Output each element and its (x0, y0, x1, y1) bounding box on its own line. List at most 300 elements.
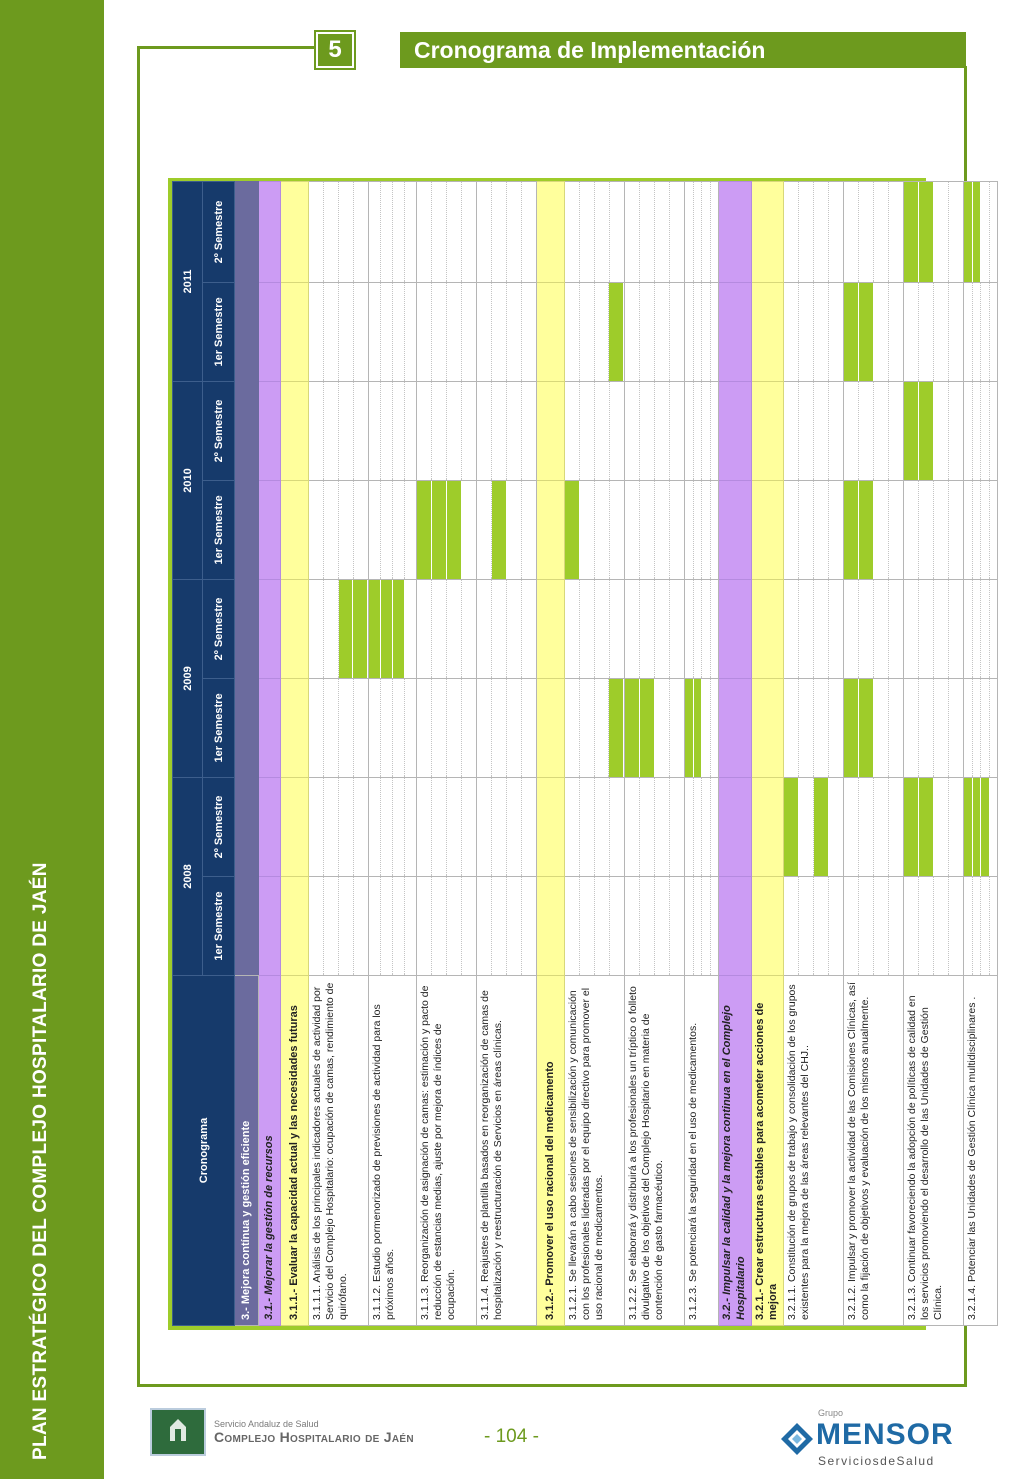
schedule-slot (580, 679, 595, 777)
semester-cell (844, 777, 904, 876)
row-label: 3.1.2.2. Se elaborará y distribuirá a los profesionales un tríptico o folleto divulgativo de los objetivos del Complejo Hospitario en materia de contención de gasto farmacéutico. (625, 976, 685, 1326)
schedule-slot (990, 580, 998, 678)
row-label: 3.1.2.- Promover el uso racional del medicamento (537, 976, 565, 1326)
schedule-slot (565, 580, 580, 678)
schedule-slot (492, 679, 507, 777)
semester-cell (309, 579, 369, 678)
schedule-slot (595, 679, 610, 777)
schedule-slot (904, 580, 919, 678)
schedule-slot (973, 283, 982, 381)
semester-cell (565, 480, 625, 579)
schedule-slot (610, 481, 624, 579)
semester-cell (844, 181, 904, 282)
header-year: 2011 (173, 181, 203, 381)
schedule-slot (784, 877, 799, 975)
schedule-slot (990, 481, 998, 579)
schedule-slot (919, 877, 934, 975)
schedule-slot (949, 580, 963, 678)
schedule-slot (814, 481, 829, 579)
schedule-slot (814, 182, 829, 282)
semester-cell (719, 181, 752, 282)
schedule-slot (694, 877, 703, 975)
schedule-slot (844, 182, 859, 282)
semester-cell (281, 777, 309, 876)
schedule-table (172, 181, 998, 1326)
schedule-slot (981, 481, 990, 579)
schedule-slot (447, 877, 462, 975)
semester-cell (259, 181, 281, 282)
schedule-slot (702, 182, 711, 282)
schedule-row-action (784, 181, 844, 1325)
schedule-body (235, 181, 998, 1325)
row-label: 3.2.1.2. Impulsar y promover la actividad de las Comisiones Clínicas, así como la fijación de objetivos y evaluación de los mismos anualmente. (844, 976, 904, 1326)
schedule-slot (814, 580, 829, 678)
schedule-slot (477, 679, 492, 777)
schedule-row-obj (751, 181, 784, 1325)
schedule-slot (417, 580, 432, 678)
schedule-slot (462, 283, 476, 381)
schedule-bar (417, 481, 432, 579)
semester-cell (477, 381, 537, 480)
schedule-slot (655, 580, 670, 678)
semester-cell (685, 181, 719, 282)
schedule-bar (973, 182, 982, 282)
schedule-bar (432, 481, 447, 579)
schedule-slot (694, 283, 703, 381)
semester-cell (719, 480, 752, 579)
schedule-slot (565, 182, 580, 282)
semester-cell (369, 777, 417, 876)
schedule-slot (694, 778, 703, 876)
schedule-slot (784, 679, 799, 777)
schedule-bar (447, 481, 462, 579)
schedule-slot (964, 283, 973, 381)
schedule-bar (919, 182, 934, 282)
schedule-slot (949, 679, 963, 777)
semester-cell (784, 181, 844, 282)
schedule-slot (949, 283, 963, 381)
schedule-slot (565, 877, 580, 975)
semester-cell (309, 282, 369, 381)
schedule-slot (685, 182, 694, 282)
schedule-slot (702, 580, 711, 678)
schedule-slot (919, 481, 934, 579)
schedule-slot (799, 580, 814, 678)
schedule-slot (889, 382, 903, 480)
schedule-slot (580, 580, 595, 678)
schedule-slot (990, 778, 998, 876)
schedule-row-action (309, 181, 369, 1325)
schedule-slot (393, 481, 405, 579)
schedule-slot (324, 382, 339, 480)
schedule-slot (949, 382, 963, 480)
schedule-bar (844, 283, 859, 381)
schedule-slot (492, 778, 507, 876)
semester-cell (719, 282, 752, 381)
schedule-slot (369, 679, 381, 777)
schedule-slot (934, 283, 949, 381)
row-label: 3.1.2.1. Se llevarán a cabo sesiones de sensibilización y comunicación con los profesionales lideradas por el equipo directivo para promover el uso racional de medicamentos. (565, 976, 625, 1326)
semester-cell (685, 480, 719, 579)
schedule-slot (670, 382, 684, 480)
schedule-slot (381, 283, 393, 381)
schedule-slot (610, 382, 624, 480)
schedule-slot (462, 679, 476, 777)
schedule-slot (859, 580, 874, 678)
schedule-slot (702, 778, 711, 876)
row-label: 3.1.1.4. Reajustes de plantilla basados en reorganización de camas de hospitalización y reestructuración de Servicios en áreas clínicas. (477, 976, 537, 1326)
semester-cell (784, 579, 844, 678)
semester-cell (904, 282, 964, 381)
schedule-slot (889, 580, 903, 678)
schedule-slot (309, 182, 324, 282)
semester-cell (964, 381, 998, 480)
side-band (0, 0, 104, 1479)
schedule-bar (964, 182, 973, 282)
schedule-slot (874, 877, 889, 975)
semester-cell (477, 777, 537, 876)
schedule-slot (625, 580, 640, 678)
schedule-slot (339, 679, 354, 777)
schedule-slot (990, 877, 998, 975)
schedule-slot (354, 283, 368, 381)
schedule-bar (640, 679, 655, 777)
schedule-slot (655, 382, 670, 480)
schedule-bar (625, 679, 640, 777)
schedule-slot (405, 877, 416, 975)
schedule-slot (417, 283, 432, 381)
semester-cell (904, 579, 964, 678)
row-label: 3.1.1.- Evaluar la capacidad actual y las necesidades futuras (281, 976, 309, 1326)
header-semester: 1er Semestre (203, 282, 235, 381)
schedule-slot (393, 778, 405, 876)
schedule-slot (990, 182, 998, 282)
schedule-slot (670, 778, 684, 876)
schedule-slot (595, 283, 610, 381)
schedule-slot (393, 382, 405, 480)
schedule-slot (829, 481, 843, 579)
schedule-slot (595, 481, 610, 579)
schedule-slot (354, 778, 368, 876)
schedule-slot (354, 679, 368, 777)
schedule-bar (919, 778, 934, 876)
schedule-slot (507, 283, 522, 381)
schedule-bar (973, 778, 982, 876)
schedule-slot (640, 481, 655, 579)
schedule-slot (381, 382, 393, 480)
semester-cell (235, 777, 259, 876)
schedule-slot (393, 877, 405, 975)
schedule-slot (324, 182, 339, 282)
semester-cell (235, 381, 259, 480)
semester-cell (235, 579, 259, 678)
schedule-slot (477, 481, 492, 579)
semester-cell (417, 381, 477, 480)
semester-cell (719, 777, 752, 876)
schedule-slot (580, 778, 595, 876)
schedule-slot (405, 382, 416, 480)
schedule-slot (405, 481, 416, 579)
semester-cell (281, 381, 309, 480)
schedule-rotated (172, 182, 978, 1326)
schedule-slot (799, 182, 814, 282)
mensor-name: MENSOR (816, 1418, 954, 1451)
semester-cell (417, 282, 477, 381)
schedule-slot (381, 877, 393, 975)
schedule-slot (405, 580, 416, 678)
schedule-slot (492, 182, 507, 282)
schedule-slot (640, 382, 655, 480)
schedule-bar (919, 382, 934, 480)
semester-cell (625, 777, 685, 876)
semester-cell (784, 678, 844, 777)
semester-cell (685, 777, 719, 876)
semester-cell (751, 579, 784, 678)
header-semester: 1er Semestre (203, 678, 235, 777)
semester-cell (784, 777, 844, 876)
junta-andalucia-emblem-icon (150, 1408, 206, 1456)
schedule-slot (874, 481, 889, 579)
schedule-row-main (235, 181, 259, 1325)
schedule-slot (405, 182, 416, 282)
semester-cell (369, 282, 417, 381)
semester-cell (417, 877, 477, 976)
semester-cell (565, 282, 625, 381)
sas-logo-text (214, 1419, 414, 1445)
schedule-bar (339, 580, 354, 678)
schedule-slot (702, 382, 711, 480)
schedule-slot (417, 778, 432, 876)
schedule-slot (625, 382, 640, 480)
semester-cell (477, 678, 537, 777)
schedule-slot (447, 382, 462, 480)
semester-cell (844, 877, 904, 976)
schedule-slot (393, 182, 405, 282)
schedule-slot (685, 580, 694, 678)
schedule-slot (432, 182, 447, 282)
schedule-slot (685, 283, 694, 381)
schedule-slot (829, 283, 843, 381)
schedule-slot (640, 182, 655, 282)
schedule-slot (565, 679, 580, 777)
schedule-slot (784, 481, 799, 579)
schedule-slot (309, 481, 324, 579)
semester-cell (904, 181, 964, 282)
schedule-slot (711, 580, 719, 678)
schedule-slot (889, 283, 903, 381)
header-semester: 2º Semestre (203, 777, 235, 876)
schedule-slot (904, 679, 919, 777)
semester-cell (281, 480, 309, 579)
schedule-slot (565, 778, 580, 876)
schedule-slot (814, 283, 829, 381)
schedule-slot (904, 481, 919, 579)
schedule-bar (981, 778, 990, 876)
semester-cell (719, 381, 752, 480)
schedule-slot (522, 778, 536, 876)
header-semester: 2º Semestre (203, 181, 235, 282)
schedule-slot (432, 283, 447, 381)
schedule-slot (934, 877, 949, 975)
schedule-slot (507, 182, 522, 282)
semester-cell (537, 579, 565, 678)
schedule-slot (522, 481, 536, 579)
schedule-slot (640, 778, 655, 876)
semester-cell (964, 579, 998, 678)
schedule-row-action (625, 181, 685, 1325)
semester-cell (751, 480, 784, 579)
schedule-slot (522, 283, 536, 381)
schedule-slot (655, 283, 670, 381)
semester-cell (685, 282, 719, 381)
sas-logo-big: Complejo Hospitalario de Jaén (214, 1429, 414, 1445)
section-title: Cronograma de Implementación (400, 32, 966, 68)
schedule-slot (640, 283, 655, 381)
schedule-slot (595, 382, 610, 480)
schedule-bar (859, 679, 874, 777)
schedule-slot (904, 877, 919, 975)
schedule-slot (964, 580, 973, 678)
schedule-slot (844, 580, 859, 678)
schedule-slot (492, 283, 507, 381)
schedule-slot (393, 679, 405, 777)
semester-cell (259, 877, 281, 976)
schedule-slot (324, 580, 339, 678)
schedule-bar (609, 679, 624, 777)
mensor-tagline: ServiciosdeSalud (818, 1454, 935, 1468)
schedule-slot (492, 877, 507, 975)
schedule-slot (462, 778, 476, 876)
semester-cell (235, 678, 259, 777)
schedule-slot (447, 182, 462, 282)
row-label: 3.2.1.- Crear estructuras estables para acometer acciones de mejora (751, 976, 784, 1326)
schedule-slot (981, 382, 990, 480)
schedule-slot (369, 778, 381, 876)
schedule-slot (477, 778, 492, 876)
semester-cell (964, 877, 998, 976)
schedule-slot (670, 481, 684, 579)
schedule-slot (655, 778, 670, 876)
semester-cell (537, 381, 565, 480)
schedule-slot (405, 679, 416, 777)
schedule-slot (507, 778, 522, 876)
row-label: 3.1.1.2. Estudio pormenorizado de previsiones de actividad para los próximos años. (369, 976, 417, 1326)
semester-cell (477, 181, 537, 282)
semester-cell (281, 579, 309, 678)
schedule-slot (477, 877, 492, 975)
schedule-slot (565, 283, 580, 381)
schedule-slot (694, 481, 703, 579)
schedule-slot (625, 481, 640, 579)
semester-cell (625, 181, 685, 282)
semester-cell (784, 877, 844, 976)
schedule-slot (393, 283, 405, 381)
schedule-slot (685, 778, 694, 876)
schedule-slot (784, 382, 799, 480)
schedule-slot (339, 182, 354, 282)
schedule-slot (462, 580, 476, 678)
schedule-slot (309, 580, 324, 678)
header-semester: 2º Semestre (203, 381, 235, 480)
schedule-bar (904, 778, 919, 876)
schedule-slot (990, 679, 998, 777)
semester-cell (417, 777, 477, 876)
semester-cell (844, 381, 904, 480)
semester-cell (281, 282, 309, 381)
semester-cell (751, 282, 784, 381)
schedule-slot (625, 877, 640, 975)
semester-cell (904, 877, 964, 976)
schedule-slot (919, 679, 934, 777)
schedule-slot (949, 877, 963, 975)
schedule-slot (874, 679, 889, 777)
semester-cell (565, 381, 625, 480)
schedule-slot (369, 382, 381, 480)
schedule-slot (702, 283, 711, 381)
semester-cell (309, 777, 369, 876)
schedule-slot (990, 382, 998, 480)
semester-cell (369, 480, 417, 579)
schedule-slot (990, 283, 998, 381)
schedule-slot (580, 481, 595, 579)
semester-cell (259, 579, 281, 678)
schedule-slot (874, 182, 889, 282)
semester-cell (235, 480, 259, 579)
row-label: 3.- Mejora contínua y gestión eficiente (235, 976, 259, 1326)
schedule-slot (432, 877, 447, 975)
schedule-row-action (565, 181, 625, 1325)
schedule-slot (889, 778, 903, 876)
schedule-slot (522, 580, 536, 678)
schedule-slot (934, 382, 949, 480)
schedule-slot (625, 182, 640, 282)
schedule-slot (492, 382, 507, 480)
schedule-row-action (844, 181, 904, 1325)
schedule-slot (964, 679, 973, 777)
schedule-slot (625, 283, 640, 381)
schedule-slot (685, 382, 694, 480)
schedule-slot (655, 182, 670, 282)
schedule-bar (609, 283, 624, 381)
schedule-slot (934, 182, 949, 282)
schedule-slot (829, 778, 843, 876)
semester-cell (259, 777, 281, 876)
schedule-slot (309, 382, 324, 480)
semester-cell (625, 579, 685, 678)
frame-line-bottom (137, 1384, 967, 1387)
schedule-slot (655, 481, 670, 579)
semester-cell (964, 777, 998, 876)
semester-cell (751, 181, 784, 282)
semester-cell (369, 877, 417, 976)
schedule-slot (580, 283, 595, 381)
semester-cell (369, 579, 417, 678)
semester-cell (964, 181, 998, 282)
schedule-slot (711, 877, 719, 975)
schedule-slot (595, 182, 610, 282)
row-label: 3.1.1.3. Reorganización de asignación de camas: estimación y pacto de reducción de estancias medias, ajuste por mejora de índices de ocupación. (417, 976, 477, 1326)
header-year: 2009 (173, 579, 203, 777)
schedule-slot (711, 283, 719, 381)
schedule-slot (784, 283, 799, 381)
schedule-slot (694, 382, 703, 480)
schedule-bar (381, 580, 393, 678)
semester-cell (784, 282, 844, 381)
semester-cell (417, 678, 477, 777)
semester-cell (784, 480, 844, 579)
row-label: 3.1.- Mejorar la gestión de recursos (259, 976, 281, 1326)
semester-cell (309, 877, 369, 976)
